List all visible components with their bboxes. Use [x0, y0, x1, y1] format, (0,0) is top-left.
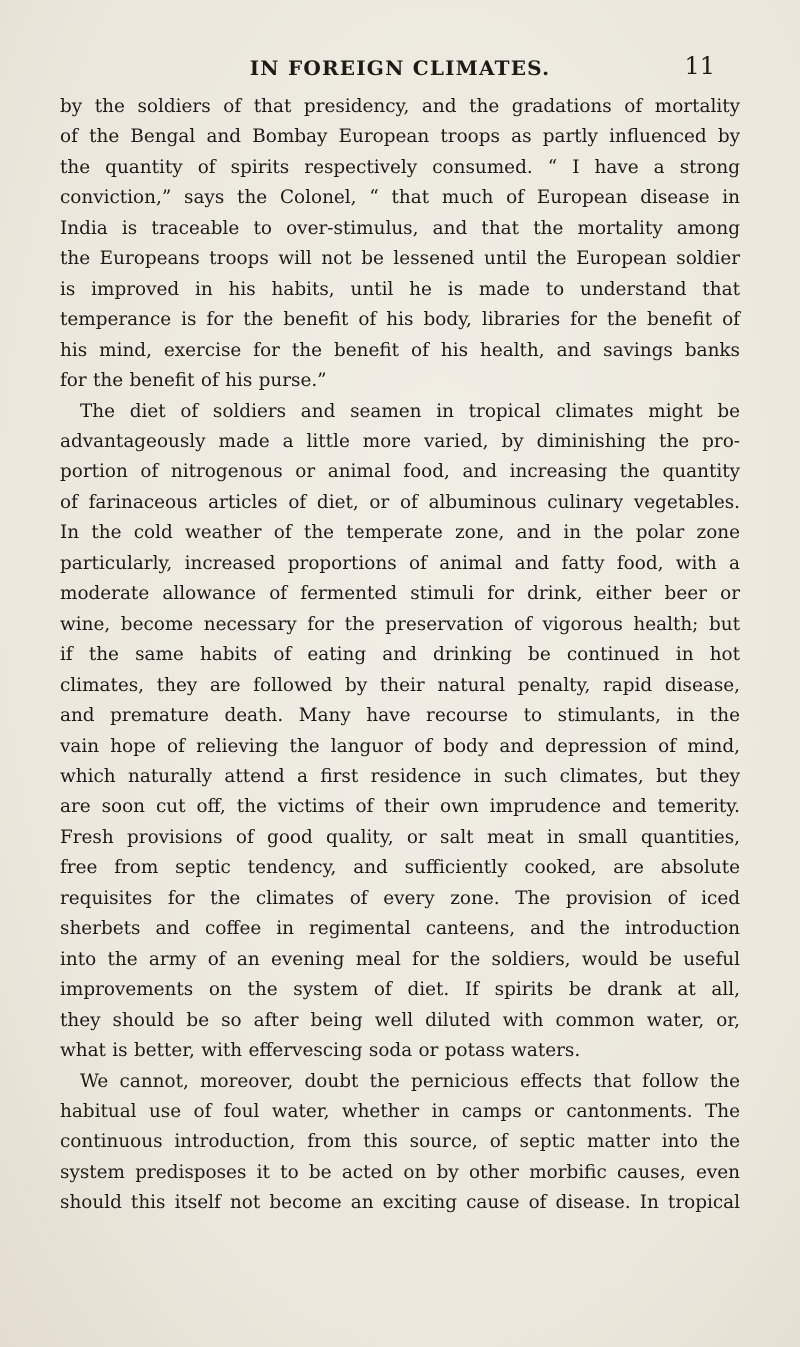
text-line: the quantity of spirits respectively consumed. “ I have a strong: [60, 156, 740, 178]
paragraph-diet: [60, 397, 740, 1067]
text-line: is improved in his habits, until he is made to understand that: [60, 278, 740, 300]
text-line: into the army of an evening meal for the soldiers, would be useful: [60, 948, 740, 970]
text-line: particularly, increased proportions of animal and fatty food, with a: [60, 552, 740, 574]
text-line: moderate allowance of fermented stimuli for drink, either beer or: [60, 583, 740, 605]
running-head: IN FOREIGN CLIMATES.: [249, 56, 551, 80]
text-line: by the soldiers of that presidency, and the gradations of mortality: [60, 96, 740, 117]
text-line: are soon cut off, the victims of their own imprudence and temerity.: [60, 796, 740, 818]
text-line: We cannot, moreover, doubt the pernicious effects that follow the: [80, 1070, 740, 1092]
text-line: which naturally attend a first residence in such climates, but they: [60, 765, 740, 787]
text-line: wine, become necessary for the preservation of vigorous health; but: [60, 613, 740, 635]
text-line: vain hope of relieving the languor of body and depression of mind,: [60, 735, 740, 757]
text-line: portion of nitrogenous or animal food, and increasing the quantity: [60, 461, 740, 483]
text-line: temperance is for the benefit of his body, libraries for the benefit of: [60, 309, 740, 331]
page-number: 11: [684, 52, 715, 80]
text-line: what is better, with effervescing soda or potass waters.: [60, 1040, 581, 1062]
text-line: improvements on the system of diet. If spirits be drank at all,: [60, 979, 740, 1001]
text-line: system predisposes it to be acted on by other morbific causes, even: [60, 1161, 740, 1183]
text-line: free from septic tendency, and sufficiently cooked, are absolute: [60, 857, 740, 879]
text-line: if the same habits of eating and drinking be continued in hot: [60, 644, 740, 666]
text-line: advantageously made a little more varied, by diminishing the pro-: [60, 430, 740, 452]
text-line: of farinaceous articles of diet, or of albuminous culinary vegetables.: [60, 491, 740, 513]
text-line: continuous introduction, from this source, of septic matter into the: [60, 1131, 740, 1153]
paragraph-continuation: [60, 92, 740, 397]
text-line: In the cold weather of the temperate zone, and in the polar zone: [60, 522, 740, 544]
text-line: and premature death. Many have recourse to stimulants, in the: [60, 705, 740, 727]
text-line: his mind, exercise for the benefit of his health, and savings banks: [60, 339, 740, 361]
text-line: should this itself not become an exciting cause of disease. In tropical: [60, 1192, 740, 1214]
text-line: sherbets and coffee in regimental canteens, and the introduction: [60, 918, 740, 940]
text-line: conviction,” says the Colonel, “ that much of European disease in: [60, 187, 740, 209]
page-header: [0, 52, 800, 82]
paragraph-water: [60, 1067, 740, 1219]
text-line: India is traceable to over-stimulus, and that the mortality among: [60, 217, 740, 239]
text-line: climates, they are followed by their natural penalty, rapid disease,: [60, 674, 740, 696]
text-line: they should be so after being well diluted with common water, or,: [60, 1009, 740, 1031]
text-line: Fresh provisions of good quality, or salt meat in small quantities,: [60, 826, 740, 848]
text-line: for the benefit of his purse.”: [60, 370, 327, 392]
text-line: the Europeans troops will not be lessened until the European soldier: [60, 248, 740, 270]
text-line: requisites for the climates of every zone. The provision of iced: [60, 887, 740, 909]
text-line: The diet of soldiers and seamen in tropical climates might be: [80, 400, 740, 422]
body-text: [60, 92, 740, 1219]
text-line: of the Bengal and Bombay European troops as partly influenced by: [60, 126, 740, 148]
text-line: habitual use of foul water, whether in camps or cantonments. The: [60, 1100, 740, 1122]
